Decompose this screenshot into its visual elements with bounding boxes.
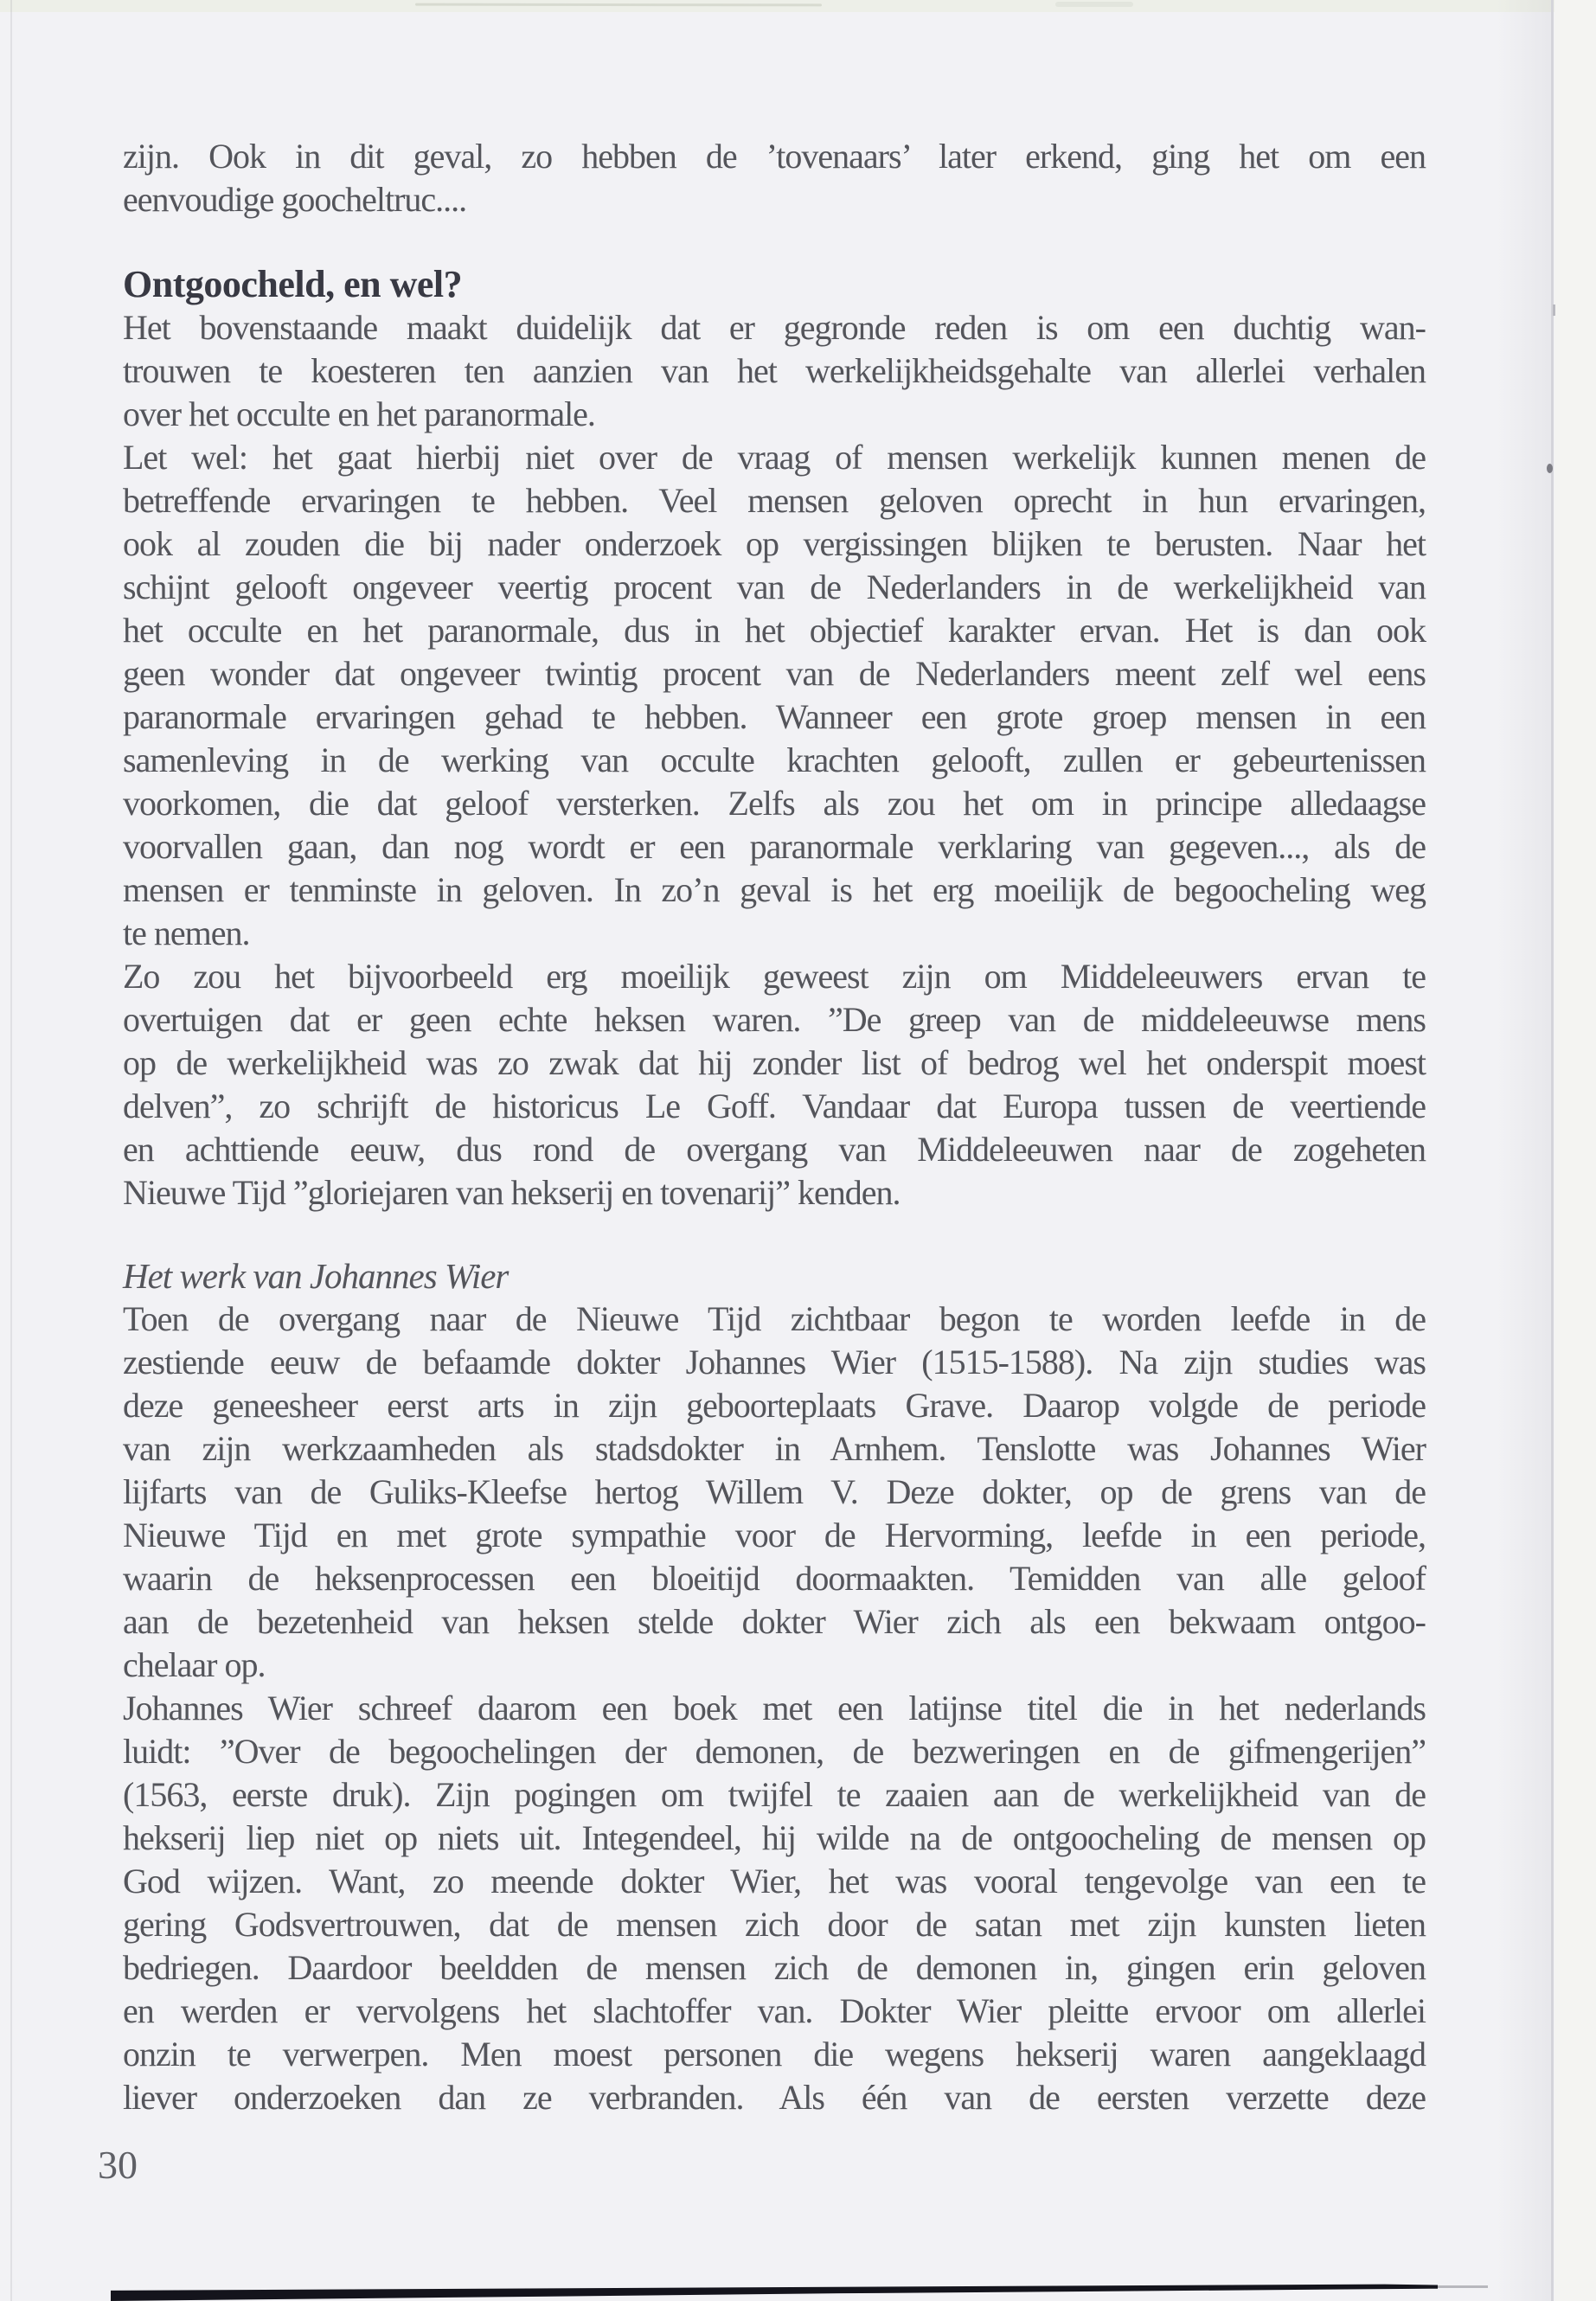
text-line: Nieuwe Tijd ”gloriejaren van hekserij en tovenarij” kenden. (123, 1173, 901, 1212)
text-line: zijn. Ook in dit geval, zo hebben de ’tovenaars’ later erkend, ging het om een (123, 137, 1426, 176)
page-left-edge-seam (10, 0, 12, 2301)
text-line: Zo zou het bijvoorbeeld erg moeilijk geweest zijn om Middeleeuwers ervan te (123, 957, 1426, 996)
scanner-bed-right-strip (1554, 0, 1596, 2301)
text-line: lijfarts van de Guliks-Kleefse hertog Willem V. Deze dokter, op de grens van de (123, 1472, 1426, 1511)
text-line: ook al zouden die bij nader onderzoek op vergissingen blijken te berusten. Naar het (123, 524, 1426, 563)
scan-speck (1547, 464, 1553, 473)
scan-bottom-dark-bar (111, 2283, 1438, 2301)
text-line: waarin de heksenprocessen een bloeitijd doormaakten. Temidden van alle geloof (123, 1559, 1426, 1598)
text-line: hekserij liep niet op niets uit. Integendeel, hij wilde na de ontgoocheling de mensen op (123, 1818, 1426, 1857)
text-line: samenleving in de werking van occulte krachten gelooft, zullen er gebeurtenissen (123, 740, 1426, 779)
text-line: geen wonder dat ongeveer twintig procent van de Nederlanders meent zelf wel eens (123, 654, 1426, 693)
text-line: chelaar op. (123, 1645, 266, 1684)
text-line: betreffende ervaringen te hebben. Veel mensen geloven oprecht in hun ervaringen, (123, 481, 1426, 520)
text-line: aan de bezetenheid van heksen stelde dokter Wier zich als een bekwaam ontgoo- (123, 1602, 1426, 1641)
text-line: Let wel: het gaat hierbij niet over de vraag of mensen werkelijk kunnen menen de (123, 438, 1426, 477)
text-line: voorkomen, die dat geloof versterken. Zelfs als zou het om in principe alledaagse (123, 784, 1426, 823)
scan-smudge-mark (1055, 2, 1133, 7)
text-line: Ontgoocheld, en wel? (123, 263, 463, 305)
text-line: Het werk van Johannes Wier (123, 1256, 509, 1296)
text-line: deze geneesheer eerst arts in zijn geboorteplaats Grave. Daarop volgde de periode (123, 1386, 1426, 1425)
text-line: mensen er tenminste in geloven. In zo’n geval is het erg moeilijk de begoocheling weg (123, 870, 1426, 909)
paragraph (123, 306, 1426, 1215)
page-edge-shading (1497, 0, 1551, 2301)
text-line: van zijn werkzaamheden als stadsdokter in Arnhem. Tenslotte was Johannes Wier (123, 1429, 1426, 1468)
text-block (123, 135, 1426, 2119)
text-line: Toen de overgang naar de Nieuwe Tijd zichtbaar begon te worden leefde in de (123, 1299, 1426, 1338)
scan-speck (1553, 304, 1555, 316)
subheading (123, 1254, 1426, 1298)
text-line: luidt: ”Over de begoochelingen der demonen, de bezweringen en de gifmengerijen” (123, 1732, 1426, 1771)
text-line: trouwen te koesteren ten aanzien van het werkelijkheidsgehalte van allerlei verhalen (123, 351, 1426, 390)
text-line: voorvallen gaan, dan nog wordt er een paranormale verklaring van gegeven..., als de (123, 827, 1426, 866)
text-line: Het bovenstaande maakt duidelijk dat er gegronde reden is om een duchtig wan- (123, 308, 1426, 347)
text-line: op de werkelijkheid was zo zwak dat hij zonder list of bedrog wel het onderspit moest (123, 1043, 1426, 1082)
text-line: paranormale ervaringen gehad te hebben. Wanneer een grote groep mensen in een (123, 697, 1426, 736)
text-line: (1563, eerste druk). Zijn pogingen om twijfel te zaaien aan de werkelijkheid van de (123, 1775, 1426, 1814)
text-line: eenvoudige goocheltruc.... (123, 180, 467, 219)
paragraph (123, 135, 1426, 221)
text-line: over het occulte en het paranormale. (123, 394, 595, 433)
text-line: en werden er vervolgens het slachtoffer van. Dokter Wier pleitte ervoor om allerlei (123, 1991, 1426, 2030)
text-line: Nieuwe Tijd en met grote sympathie voor de Hervorming, leefde in een periode, (123, 1516, 1426, 1554)
text-line: het occulte en het paranormale, dus in het objectief karakter ervan. Het is dan ook (123, 611, 1426, 650)
text-line: en achttiende eeuw, dus rond de overgang van Middeleeuwen naar de zogeheten (123, 1130, 1426, 1169)
page-right-edge-seam (1551, 0, 1554, 2301)
text-line: onzin te verwerpen. Men moest personen die wegens hekserij waren aangeklaagd (123, 2035, 1426, 2073)
paragraph (123, 1298, 1426, 2119)
page-number: 30 (98, 2143, 138, 2187)
text-line: bedriegen. Daardoor beeldden de mensen zich de demonen in, gingen erin geloven (123, 1948, 1426, 1987)
text-line: delven”, zo schrijft de historicus Le Goff. Vandaar dat Europa tussen de veertiende (123, 1086, 1426, 1125)
text-line: zestiende eeuw de befaamde dokter Johannes Wier (1515-1588). Na zijn studies was (123, 1343, 1426, 1381)
text-line: gering Godsvertrouwen, dat de mensen zich door de satan met zijn kunsten lieten (123, 1905, 1426, 1944)
text-line: te nemen. (123, 913, 250, 952)
text-line: God wijzen. Want, zo meende dokter Wier, het was vooral tengevolge van een te (123, 1862, 1426, 1900)
text-line: schijnt gelooft ongeveer veertig procent van de Nederlanders in de werkelijkheid van (123, 567, 1426, 606)
heading (123, 263, 1426, 306)
text-line: overtuigen dat er geen echte heksen waren. ”De greep van de middeleeuwse mens (123, 1000, 1426, 1039)
text-line: liever onderzoeken dan ze verbranden. Als één van de eersten verzette deze (123, 2078, 1426, 2117)
text-line: Johannes Wier schreef daarom een boek met een latijnse titel die in het nederlands (123, 1689, 1426, 1727)
